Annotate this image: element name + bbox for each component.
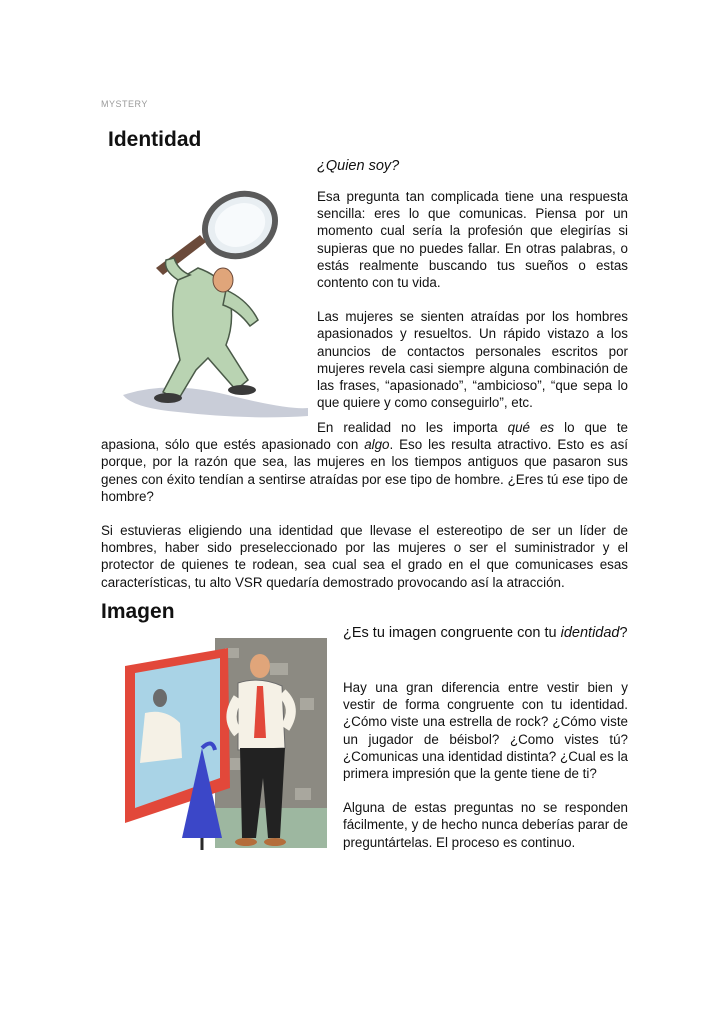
identidad-subtitle-block [317, 158, 628, 174]
paragraph-2: Las mujeres se sienten atraídas por los hombres apasionados y resueltos. Un rápido vistazo a los anuncios de contactos personales escritos por mujeres revela casi siempre alguna combinación de las frases, “apasionado”, “ambicioso”, “que sepa lo que quiere y como conseguirlo”, etc. [317, 309, 628, 411]
section-title-imagen: Imagen [101, 600, 175, 623]
identidad-body-block [101, 419, 628, 591]
identidad-subtitle: ¿Quien soy? [317, 158, 400, 174]
paragraph-3: En realidad no les importa qué es lo que te apasiona, sólo que estés apasionado con algo. Eso les resulta atractivo. Esto es así porque, por la razón que sea, las mujeres en los tiempos antiguos que pasaron sus genes con éxito tendían a sentirse atraídas por ese tipo de hombre. ¿Eres tú ese tipo de hombre? [101, 420, 628, 504]
imagen-subtitle: ¿Es tu imagen congruente con tu identidad? [343, 625, 628, 641]
identidad-text-block [317, 188, 628, 411]
mirror-man-illustration [120, 638, 330, 860]
paragraph-4: Si estuvieras eligiendo una identidad que llevase el estereotipo de ser un líder de hombres, haber sido preseleccionado por las mujeres o ser el suministrador y el protector de quienes te rodean, sea cual sea el grado en el que comunicases esas características, tu alto VSR quedaría demostrado provocando así la atracción. [101, 523, 628, 590]
paragraph-1: Esa pregunta tan complicada tiene una respuesta sencilla: eres lo que comunicas. Piensa por un momento cual sería la profesión que elegirías si supieras que no puedes fallar. En otras palabras, o estás realmente buscando tus sueños o estas contento con tu vida. [317, 189, 628, 291]
section-title-identidad: Identidad [108, 128, 202, 151]
running-header: MYSTERY [101, 99, 148, 109]
imagen-text-block [343, 679, 628, 851]
paragraph-5: Hay una gran diferencia entre vestir bien y vestir de forma congruente con tu identidad. ¿Cómo viste una estrella de rock? ¿Cómo viste un jugador de béisbol? ¿Como vistes tú? ¿Comunicas una identidad distinta? ¿Cual es la primera impresión que la gente tiene de ti? [343, 680, 628, 782]
paragraph-6: Alguna de estas preguntas no se responden fácilmente, y de hecho nunca deberías parar de preguntártelas. El proceso es continuo. [343, 800, 628, 850]
magnifier-man-illustration [108, 180, 313, 420]
imagen-subtitle-block [343, 624, 628, 643]
